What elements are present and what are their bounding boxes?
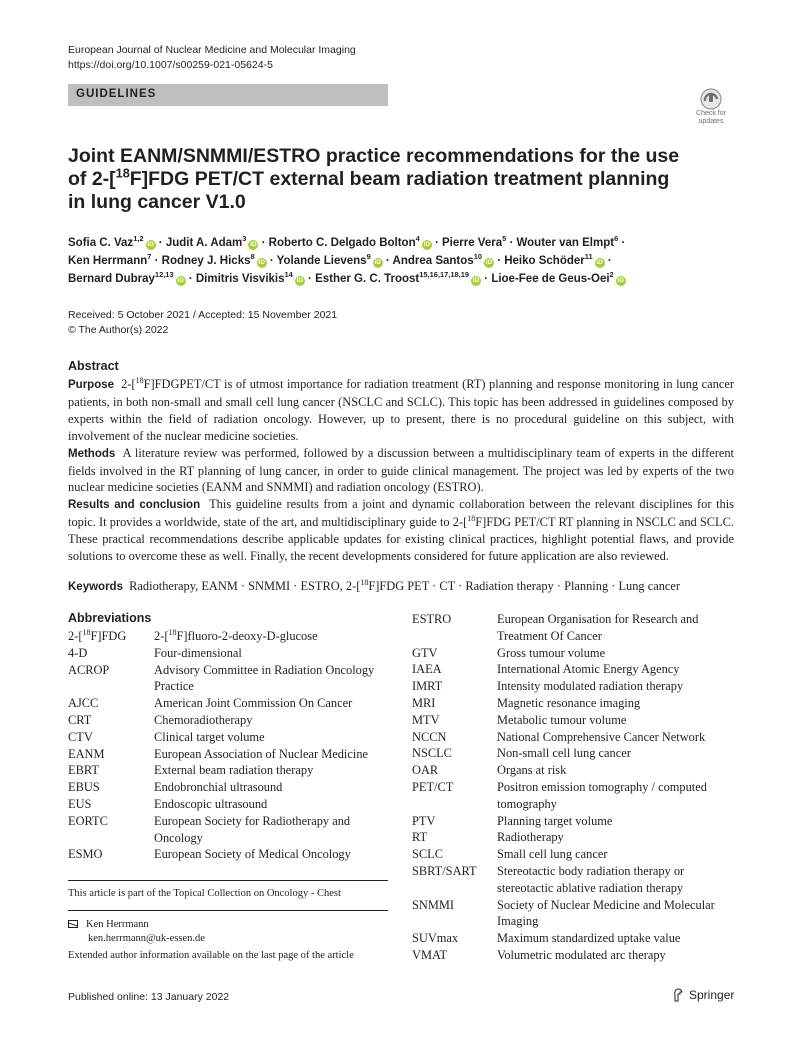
abbreviation-value: Stereotactic body radiation therapy or stereotactic ablative radiation therapy <box>497 863 685 895</box>
abbreviation-value: Intensity modulated radiation therapy <box>497 679 684 694</box>
abbreviation-value: Small cell lung cancer <box>497 847 608 862</box>
collection-note: This article is part of the Topical Collection on Oncology - Chest <box>68 888 341 899</box>
article-title <box>68 145 688 214</box>
abbreviation-value: Gross tumour volume <box>497 645 606 660</box>
abbreviation-row <box>68 762 393 779</box>
author[interactable]: Dimitris Visvikis$^{14}$iD <box>195 270 304 285</box>
springer-horse-icon <box>672 988 684 1002</box>
author[interactable]: Yolande Lievens$^9$iD <box>276 252 381 267</box>
publisher-name: Springer <box>689 988 735 1002</box>
abbreviation-value: Society of Nuclear Medicine and Molecular Imaging <box>497 897 715 929</box>
abbreviation-key: IAEA <box>412 662 442 677</box>
abbreviation-key: EANM <box>68 746 105 761</box>
abstract-heading: Abstract <box>68 359 119 373</box>
section-label: GUIDELINES <box>76 88 157 100</box>
abbreviation-row <box>68 695 393 712</box>
abbreviation-key: ESTRO <box>412 612 452 626</box>
abbreviation-key: EBUS <box>68 780 100 795</box>
abbreviation-value: External beam radiation therapy <box>154 763 314 778</box>
abbreviation-key: AJCC <box>68 696 99 711</box>
abbreviation-value: Non-small cell lung cancer <box>497 746 631 761</box>
abbreviation-row <box>412 712 738 729</box>
section-band <box>68 84 388 106</box>
orcid-icon[interactable]: iD <box>177 277 184 284</box>
abbreviation-row <box>412 762 738 779</box>
corr-name: Ken Herrmann <box>86 919 149 930</box>
author[interactable]: Andrea Santos$^{10}$iD <box>392 252 493 267</box>
abbreviation-value: European Organisation for Research and Treatment Of Cancer <box>497 612 699 643</box>
abbreviation-value: Advisory Committee in Radiation Oncology Practice <box>154 662 375 694</box>
orcid-icon[interactable]: iD <box>296 277 304 284</box>
abbreviation-key: 4-D <box>68 645 88 660</box>
abstract-methods: Methods A literature review was performed, followed by a discussion between a multidisciplinary team of experts in the different fields involved in the RT planning of lung cancer, in order to guide clinical management. The project was led by experts of the two nuclear medicine societies (EANM and SNMMI) and radiation oncology (ESTRO). <box>68 445 734 495</box>
abbreviation-row <box>412 897 738 931</box>
abbreviation-row <box>68 712 393 729</box>
abbreviation-row <box>68 846 393 863</box>
doi-link[interactable]: https://doi.org/10.1007/s00259-021-05624-5 <box>68 59 273 71</box>
abbreviation-key: ACROP <box>68 662 110 677</box>
abbreviation-row <box>412 745 738 762</box>
abbreviation-row <box>412 846 738 863</box>
abbreviation-row <box>68 813 393 847</box>
footnote-rule-2 <box>68 910 388 911</box>
author[interactable]: Bernard Dubray$^{12,13}$iD <box>68 270 184 285</box>
abstract-purpose: Purpose 2-[$^{18}$F]FDGPET/CT is of utmost importance for radiation treatment (RT) planning and response monitoring in lung cancer patients, in both non-small and small cell lung cancer (NSCLC and SCLC). This topic has been addressed in guidelines composed by experts within the field of radiation oncology. However, up to present, there is no procedural guideline on this subject, with involvement of the nuclear medicine societies. <box>68 375 734 443</box>
keywords: Keywords Radiotherapy, EANM · SNMMI · ESTRO, 2-[$^{18}$F]FDG PET · CT · Radiation therapy · Planning · Lung cancer <box>68 577 681 593</box>
abbreviation-value: 2-[$^{18}$F]fluoro-2-deoxy-D-glucose <box>154 627 318 643</box>
abbreviation-row <box>412 611 738 645</box>
abbreviation-key: NSCLC <box>412 746 452 761</box>
author[interactable]: Wouter van Elmpt$^6$ <box>516 234 619 249</box>
abstract-results: Results and conclusion This guideline results from a joint and dynamic collaboration between the relevant disciplines for this topic. It provides a worldwide, state of the art, and multidisciplinary guide to 2-[$^{18}$F]FDG PET/CT RT planning in NSCLC and SCLC. These practical recommendations describe applicable updates for existing clinical practices, highlight potential flaws, and provide solutions to overcome these as well. Finally, the recent developments considered for future application are also reviewed. <box>68 497 734 564</box>
journal-name: European Journal of Nuclear Medicine and Molecular Imaging <box>68 44 356 56</box>
abbreviation-value: Planning target volume <box>497 813 613 828</box>
copyright: © The Author(s) 2022 <box>68 323 169 336</box>
article-dates <box>68 308 337 337</box>
abbreviation-key: GTV <box>412 645 438 660</box>
abbreviation-key: ESMO <box>68 847 103 862</box>
abbreviation-key: OAR <box>412 763 439 778</box>
author[interactable]: Judit A. Adam$^3$iD <box>165 234 257 249</box>
abbreviation-value: Clinical target volume <box>154 729 265 744</box>
orcid-icon[interactable]: iD <box>250 241 257 248</box>
author[interactable]: Sofia C. Vaz$^{1,2}$iD <box>68 234 154 249</box>
envelope-icon <box>68 920 78 928</box>
abbreviation-value: Volumetric modulated arc therapy <box>497 947 666 962</box>
abbreviation-value: Endobronchial ultrasound <box>154 780 283 795</box>
abbreviation-row <box>412 729 738 746</box>
check-updates-icon <box>688 88 734 110</box>
orcid-icon[interactable]: iD <box>374 259 381 266</box>
author-list: Sofia C. Vaz$^{1,2}$iD · Judit A. Adam$^3$iD · Roberto C. Delgado Bolton$^4$iD · Pierre Vera$^5$ · Wouter van Elmpt$^6$ · Ken Herrmann$^7$ · Rodney J. Hicks$^8$iD · Yolande Lievens$^9$iD · Andrea Santos$^{10}$iD · Heiko Schöder$^{11}$iD · Bernard Dubray$^{12,13}$iD · Dimitris Visvikis$^{14}$iD · Esther G. C. Troost$^{15,16,17,18,19}$iD · Lioe-Fee de Geus-Oei$^2$iD <box>68 234 626 285</box>
keywords-label: Keywords <box>68 581 123 593</box>
abbreviation-row <box>68 662 393 696</box>
abbreviation-value: International Atomic Energy Agency <box>497 662 680 677</box>
author[interactable]: Ken Herrmann$^7$ <box>68 252 152 267</box>
abbreviation-value: European Society for Radiotherapy and Oncology <box>154 813 351 845</box>
abbreviations-left-column <box>68 628 393 863</box>
abbreviation-row <box>412 947 738 964</box>
abbreviation-value: Maximum standardized uptake value <box>497 931 681 946</box>
published-date: Published online: 13 January 2022 <box>68 991 230 1003</box>
abbreviation-key: RT <box>412 830 428 845</box>
abbreviations-heading: Abbreviations <box>68 611 152 625</box>
abbreviation-value: Chemoradiotherapy <box>154 712 253 727</box>
abbreviation-row <box>412 678 738 695</box>
abbreviation-value: Organs at risk <box>497 763 567 778</box>
corr-email[interactable]: ken.herrmann@uk-essen.de <box>88 933 205 944</box>
abbreviation-row <box>68 729 393 746</box>
received-accepted: Received: 5 October 2021 / Accepted: 15 November 2021 <box>68 309 338 321</box>
orcid-icon[interactable]: iD <box>423 241 431 248</box>
corresponding-author <box>68 918 205 946</box>
journal-header <box>68 43 356 73</box>
check-for-updates-badge[interactable] <box>688 88 734 128</box>
abbreviation-value: Metabolic tumour volume <box>497 712 627 727</box>
abbreviation-row <box>68 645 393 662</box>
abbreviation-value: European Society of Medical Oncology <box>154 847 351 862</box>
abbreviation-row <box>68 746 393 763</box>
author[interactable]: Lioe-Fee de Geus-Oei$^2$iD <box>491 270 624 285</box>
abbreviation-row <box>412 829 738 846</box>
abbreviation-row <box>412 813 738 830</box>
abbreviation-value: Magnetic resonance imaging <box>497 695 641 710</box>
extended-author-info: Extended author information available on the last page of the article <box>68 950 354 961</box>
orcid-icon[interactable]: iD <box>472 277 480 284</box>
abbreviation-key: MTV <box>412 712 440 727</box>
abbreviation-key: MRI <box>412 695 436 710</box>
abbreviation-key: EBRT <box>68 763 99 778</box>
title-line-2: of 2-[$^{18}$F]FDG PET/CT external beam radiation treatment planning <box>68 166 670 190</box>
orcid-icon[interactable]: iD <box>258 259 265 266</box>
abstract-body <box>68 376 734 565</box>
author[interactable]: Pierre Vera$^5$ <box>442 234 507 249</box>
abbreviation-value: Four-dimensional <box>154 645 242 660</box>
abbreviation-key: 2-[$^{18}$F]FDG <box>68 627 127 643</box>
abbreviation-key: SUVmax <box>412 931 459 946</box>
check-updates-line1: Check for <box>696 110 726 117</box>
abbreviation-row <box>412 779 738 813</box>
abbreviations-right-column <box>412 611 738 964</box>
abbreviation-value: American Joint Commission On Cancer <box>154 696 353 711</box>
abbreviation-row <box>412 695 738 712</box>
abbreviation-row <box>68 796 393 813</box>
abbreviation-value: National Comprehensive Cancer Network <box>497 729 706 744</box>
publisher-logo <box>672 988 734 1002</box>
abbreviation-key: PET/CT <box>412 779 454 794</box>
abbreviation-key: CTV <box>68 729 93 744</box>
title-line-1: Joint EANM/SNMMI/ESTRO practice recommendations for the use <box>68 145 680 167</box>
abbreviation-row <box>68 628 393 645</box>
abbreviation-key: CRT <box>68 712 92 727</box>
title-line-3: in lung cancer V1.0 <box>68 191 246 213</box>
author[interactable]: Rodney J. Hicks$^8$iD <box>161 252 265 267</box>
abbreviation-key: EUS <box>68 796 92 811</box>
abbreviation-value: Radiotherapy <box>497 830 564 845</box>
abbreviation-key: IMRT <box>412 679 443 694</box>
author[interactable]: Heiko Schöder$^{11}$iD <box>504 252 603 267</box>
orcid-icon[interactable]: iD <box>147 241 154 248</box>
abbreviation-key: NCCN <box>412 729 447 744</box>
abbreviation-key: SCLC <box>412 847 443 862</box>
check-updates-line2: updates <box>698 117 724 125</box>
abbreviation-value: Positron emission tomography / computed tomography <box>497 779 707 811</box>
abbreviation-row <box>412 863 738 897</box>
abbreviation-row <box>412 930 738 947</box>
abbreviation-value: Endoscopic ultrasound <box>154 796 268 811</box>
abbreviation-value: European Association of Nuclear Medicine <box>154 746 369 761</box>
orcid-icon[interactable]: iD <box>617 277 624 284</box>
abbreviation-key: SBRT/SART <box>412 863 477 878</box>
orcid-icon[interactable]: iD <box>485 259 493 266</box>
abbreviation-key: VMAT <box>412 947 448 962</box>
author[interactable]: Roberto C. Delgado Bolton$^4$iD <box>268 234 431 249</box>
abbreviation-row <box>412 645 738 662</box>
footnote-rule <box>68 880 388 881</box>
abbreviation-key: PTV <box>412 813 436 828</box>
author[interactable]: Esther G. C. Troost$^{15,16,17,18,19}$iD <box>315 270 480 285</box>
abbreviation-row <box>412 661 738 678</box>
abbreviation-key: SNMMI <box>412 897 454 912</box>
orcid-icon[interactable]: iD <box>596 259 603 266</box>
abbreviation-key: EORTC <box>68 813 108 828</box>
abbreviation-row <box>68 779 393 796</box>
